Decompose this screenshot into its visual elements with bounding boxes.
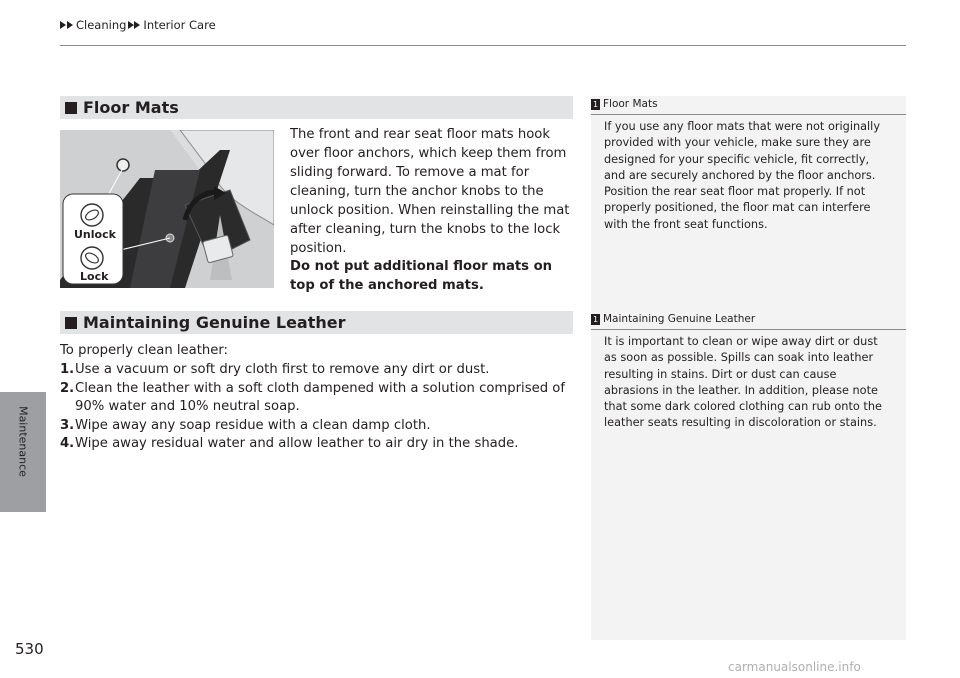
list-item bbox=[60, 435, 580, 454]
step-number: 2. bbox=[60, 380, 75, 396]
note-marker-icon: 1 bbox=[592, 99, 599, 109]
step-text: Wipe away any soap residue with a clean damp cloth. bbox=[75, 417, 431, 433]
breadcrumb-arrow-icon bbox=[134, 21, 140, 29]
note-floor-mats bbox=[591, 97, 906, 233]
header-rule bbox=[60, 45, 906, 46]
lock-label: Lock bbox=[80, 270, 109, 283]
step-text: Use a vacuum or soft dry cloth first to remove any dirt or dust. bbox=[75, 362, 490, 377]
note-body bbox=[591, 330, 906, 432]
floor-mat-anchor-illustration bbox=[60, 130, 274, 288]
section-header-floor-mats bbox=[60, 96, 573, 119]
breadcrumb-level1[interactable]: Cleaning bbox=[76, 18, 127, 32]
leather-intro: To properly clean leather: bbox=[60, 343, 229, 358]
floor-mats-body: The front and rear seat floor mats hook over floor anchors, which keep them from sliding forward. To remove a mat for cleaning, turn the anchor knobs to the unlock position. When reinstalling the mat after cleaning, turn the knobs to the lock position. bbox=[290, 127, 570, 256]
section-square-icon bbox=[65, 317, 77, 329]
step-number: 1. bbox=[60, 362, 75, 377]
note-title[interactable]: Floor Mats bbox=[603, 98, 658, 110]
section-title: Floor Mats bbox=[83, 98, 179, 117]
section-header-leather bbox=[60, 311, 573, 334]
breadcrumb-arrow-icon bbox=[60, 21, 66, 29]
list-item bbox=[60, 380, 580, 417]
chapter-label-wrap bbox=[0, 0, 46, 505]
list-item bbox=[60, 417, 580, 436]
breadcrumb bbox=[60, 18, 216, 32]
step-number: 3. bbox=[60, 417, 75, 433]
note-marker-icon: 1 bbox=[592, 314, 599, 324]
note-paragraph: It is important to clean or wipe away dirt or dust as soon as possible. Spills can soak into leather resulting in stains. Dirt or dust can cause abrasions in the leather. In addition, please note that some dark colored clothing can rub onto the leather seats resulting in discoloration or stains. bbox=[604, 335, 882, 430]
note-title[interactable]: Maintaining Genuine Leather bbox=[603, 313, 756, 325]
watermark: carmanualsonline.info bbox=[728, 660, 861, 674]
chapter-label: Maintenance bbox=[16, 406, 30, 477]
unlock-label: Unlock bbox=[74, 228, 116, 241]
note-genuine-leather bbox=[591, 312, 906, 432]
note-paragraph: If you use any floor mats that were not originally provided with your vehicle, make sure they are designed for your specific vehicle, fit correctly, and are securely anchored by the floor anchors. bbox=[604, 120, 881, 182]
section-title: Maintaining Genuine Leather bbox=[83, 313, 346, 332]
note-paragraph: Position the rear seat floor mat properly. If not properly positioned, the floor mat can interfere with the front seat functions. bbox=[604, 185, 871, 231]
step-text: Clean the leather with a soft cloth dampened with a solution comprised of 90% water and 10% neutral soap. bbox=[75, 380, 565, 414]
breadcrumb-level2[interactable]: Interior Care bbox=[143, 18, 216, 32]
step-number: 4. bbox=[60, 436, 75, 451]
page-number: 530 bbox=[15, 640, 44, 658]
list-item bbox=[60, 361, 580, 380]
leather-steps bbox=[60, 361, 580, 454]
breadcrumb-arrow-icon bbox=[67, 21, 73, 29]
floor-mats-warning: Do not put additional floor mats on top of the anchored mats. bbox=[290, 259, 553, 293]
section-square-icon bbox=[65, 102, 77, 114]
note-body bbox=[591, 115, 906, 233]
step-text: Wipe away residual water and allow leather to air dry in the shade. bbox=[75, 436, 519, 451]
floor-mat-drawing bbox=[60, 130, 274, 288]
